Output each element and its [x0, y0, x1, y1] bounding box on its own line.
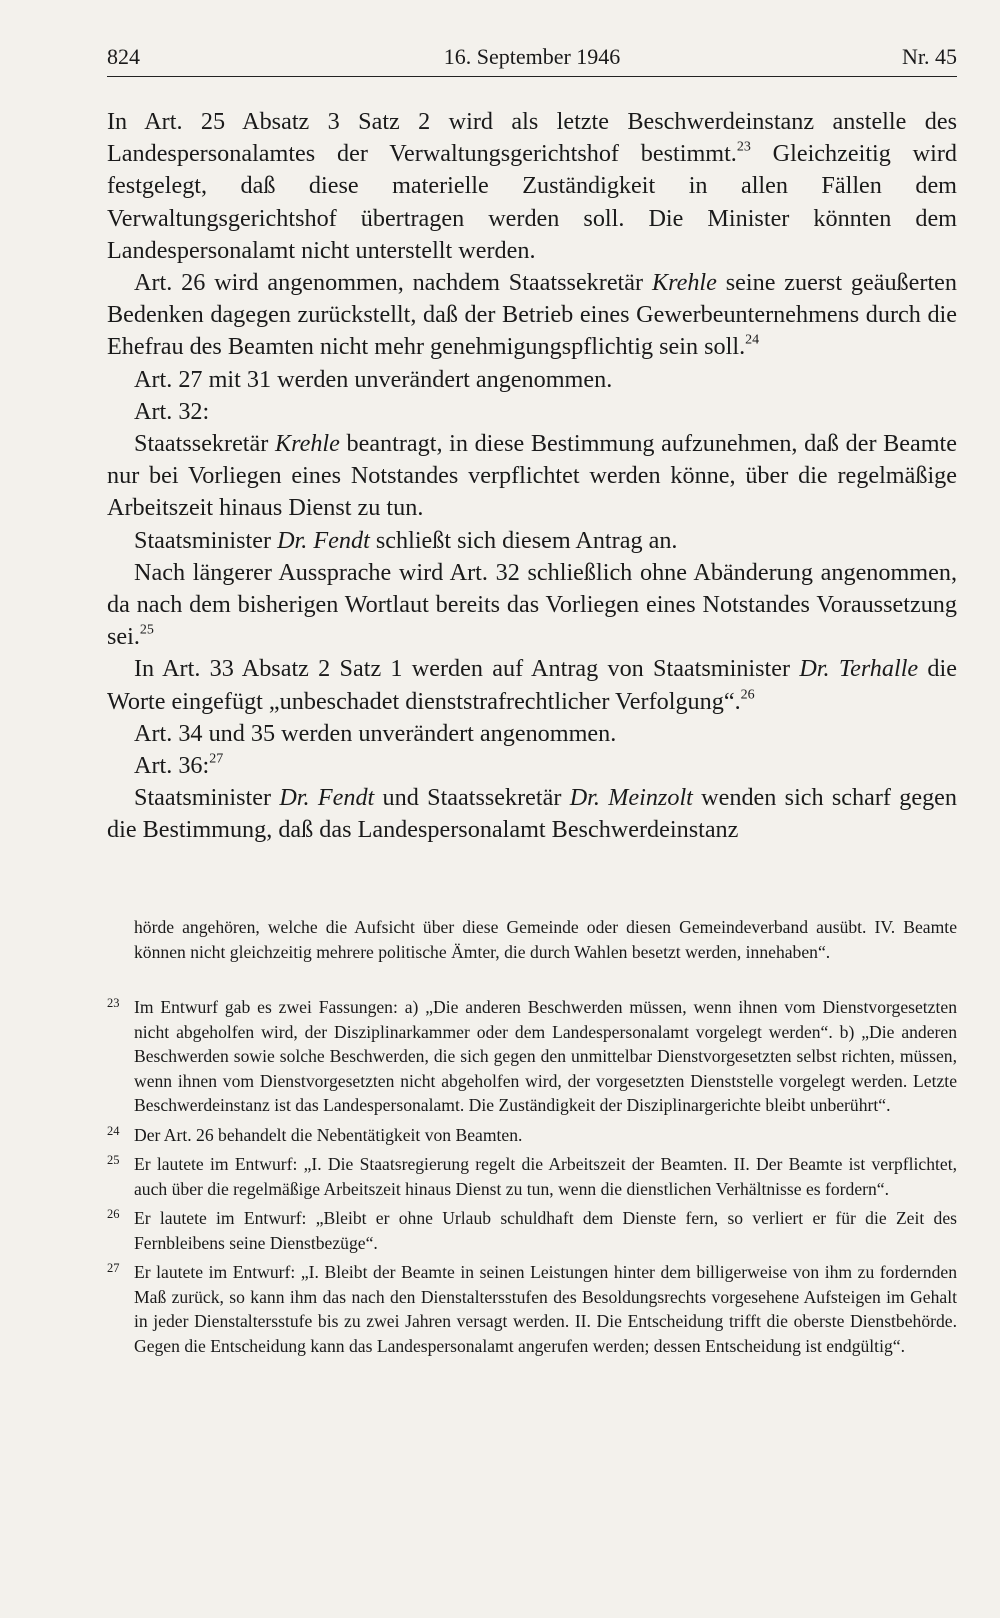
text-segment: Art. 36: [134, 752, 210, 780]
footnote-text: Er lautete im Entwurf: „I. Die Staatsregierung regelt die Arbeitszeit der Beamten. II. Der Beamte ist verpflichtet, auch über die regelmäßige Arbeitszeit hinaus Dienst zu tun, wenn die dienstlichen Verhältnisse es fordern“. [134, 1154, 957, 1199]
text-segment: Nach längerer Aussprache wird Art. 32 schließlich ohne Abänderung angenommen, da nach dem bisherigen Wortlaut bereits das Vorliegen eines Notstandes Voraussetzung sei. [107, 558, 957, 651]
footnote [107, 1152, 957, 1201]
header-rule [107, 76, 957, 77]
footnote-ref: 24 [745, 332, 760, 348]
text-segment: Staatsminister [134, 784, 280, 812]
issue-number: Nr. 45 [902, 44, 957, 69]
footnote-continuation: hörde angehören, welche die Aufsicht über diese Gemeinde oder diesen Gemeindeverband ausübt. IV. Beamte können nicht gleichzeitig mehrere politische Ämter, die durch Wahlen besetzt werden, innehaben“. [134, 917, 957, 962]
paragraph-art-32-heading: Art. 32: [134, 397, 210, 425]
person-name: Dr. Terhalle [799, 655, 919, 683]
paragraph-fendt-support [107, 525, 957, 557]
paragraph-art-36-objection [107, 782, 957, 846]
footnote-ref: 25 [139, 622, 154, 638]
footnote [107, 995, 957, 1118]
paragraph-art-26 [107, 267, 957, 364]
paragraph-art-36-heading [107, 750, 957, 782]
footnote-number: 27 [107, 1261, 120, 1275]
footnote-text: Im Entwurf gab es zwei Fassungen: a) „Die anderen Beschwerden müssen, wenn ihnen vom Dienstvorgesetzten nicht abgeholfen wird, der Disziplinarkammer oder dem Landespersonalamt vorgelegt werden“. b) „Die anderen Beschwerden sowie solche Beschwerden, die sich gegen den unmittelbar Dienstvorgesetzten selbst richten, müssen, wenn ihnen vom Dienstvorgesetzten nicht abgeholfen wird, der vorgesetzten Dienststelle vorgelegt werden. Letzte Beschwerdeinstanz ist das Landespersonalamt. Die Zuständigkeit der Disziplinargerichte bleibt unberührt“. [134, 997, 957, 1115]
person-name: Krehle [651, 269, 717, 297]
footnote-ref: 27 [209, 751, 224, 767]
person-name: Dr. Fendt [277, 526, 370, 554]
footnote [107, 1206, 957, 1255]
text-segment: schließt sich diesem Antrag an. [369, 526, 678, 554]
footnote [107, 1260, 957, 1358]
footnote-ref: 26 [740, 687, 755, 703]
page-number: 824 [107, 44, 140, 69]
person-name: Dr. Fendt [279, 784, 375, 812]
footnote-text: Der Art. 26 behandelt die Nebentätigkeit von Beamten. [134, 1124, 523, 1145]
paragraph-art-27-31: Art. 27 mit 31 werden unverändert angenommen. [134, 365, 613, 393]
text-segment: seine zuerst geäußerten Bedenken dagegen zurückstellt, daß der Betrieb eines Gewerbeunternehmens durch die Ehefrau des Beamten nicht mehr genehmigungspflichtig sein soll. [107, 269, 957, 361]
paragraph-art-34-35: Art. 34 und 35 werden unverändert angenommen. [134, 719, 617, 747]
text-segment: beantragt, in diese Bestimmung aufzunehmen, daß der Beamte nur bei Vorliegen eines Notstandes verpflichtet werden könne, über die regelmäßige Arbeitszeit hinaus Dienst zu tun. [107, 430, 957, 522]
main-text [107, 106, 957, 847]
paragraph-art-25 [107, 106, 957, 267]
person-name: Dr. Meinzolt [569, 784, 693, 812]
text-segment: die Worte eingefügt „unbeschadet dienststrafrechtlicher Verfolgung“. [107, 655, 957, 715]
footnote-text: Er lautete im Entwurf: „Bleibt er ohne Urlaub schuldhaft dem Dienste fern, so verliert er für die Zeit des Fernbleibens seine Dienstbezüge“. [134, 1208, 957, 1253]
text-segment: In Art. 25 Absatz 3 Satz 2 wird als letzte Beschwerdeinstanz anstelle des Landespersonalamtes der Verwaltungsgerichtshof bestimmt. [107, 108, 957, 168]
footnote-number: 25 [107, 1153, 120, 1167]
text-segment: In Art. 33 Absatz 2 Satz 1 werden auf Antrag von Staatsminister [134, 655, 800, 683]
person-name: Krehle [274, 430, 340, 458]
text-segment: Art. 26 wird angenommen, nachdem Staatssekretär [134, 269, 652, 297]
text-segment: Staatsminister [134, 526, 278, 554]
footnote [107, 1123, 957, 1148]
text-segment: wenden sich scharf gegen die Bestimmung, daß das Landespersonalamt Beschwerdeinstanz [107, 784, 958, 844]
text-segment: Staatssekretär [134, 430, 275, 458]
header-date: 16. September 1946 [443, 44, 621, 69]
text-segment: und Staatssekretär [374, 784, 570, 812]
text-segment: Gleichzeitig wird festgelegt, daß diese materielle Zuständigkeit in allen Fällen dem Verwaltungsgerichtshof übertragen werden soll. Die Minister könnten dem Landespersonalamt nicht unterstellt werden. [107, 140, 957, 264]
footnote-number: 26 [107, 1207, 120, 1221]
footnote-number: 23 [107, 996, 120, 1010]
paragraph-art-32-adopted [107, 557, 957, 654]
footnotes [107, 995, 957, 1363]
page-header [107, 44, 957, 74]
footnote-text: Er lautete im Entwurf: „I. Bleibt der Beamte in seinen Leistungen hinter dem billigerweise von ihm zu fordernden Maß zurück, so kann ihm das nach den Dienstaltersstufen des Besoldungsrechts vorgesehene Aufsteigen im Gehalt in jeder Dienstaltersstufe bis zu zwei Jahren versagt werden. II. Die Entscheidung trifft die oberste Dienstbehörde. Gegen die Entscheidung kann das Landespersonalamt angerufen werden; dessen Entscheidung ist endgültig“. [134, 1262, 957, 1356]
paragraph-art-33 [107, 653, 957, 717]
footnote-number: 24 [107, 1123, 120, 1138]
paragraph-krehle-motion [107, 428, 957, 525]
footnote-ref: 23 [736, 139, 751, 155]
